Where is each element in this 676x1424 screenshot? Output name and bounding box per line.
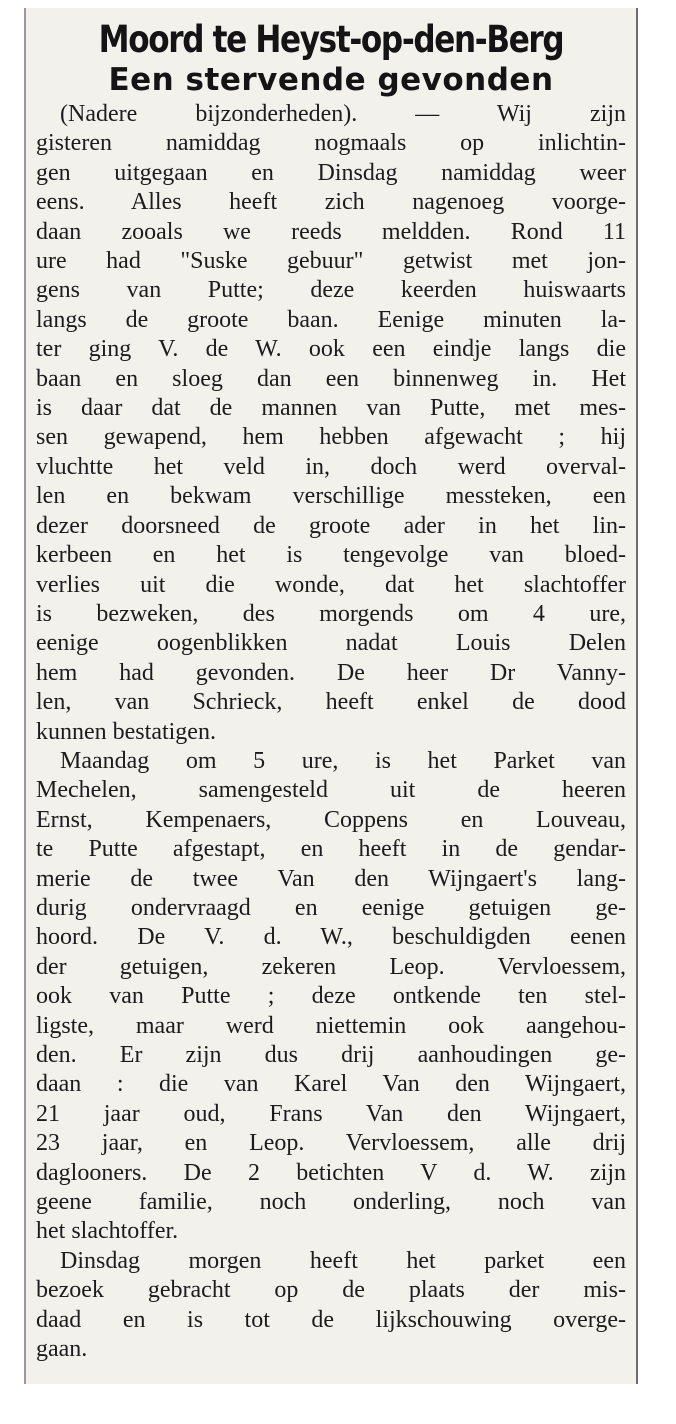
body-line: te Putte afgestapt, en heeft in de gendar- <box>36 836 626 863</box>
body-line: len, van Schrieck, heeft enkel de dood <box>36 689 626 716</box>
body-line: geene familie, noch onderling, noch van <box>36 1189 626 1216</box>
body-line: gisteren namiddag nogmaals op inlichtin- <box>36 130 626 157</box>
body-line: 23 jaar, en Leop. Vervloessem, alle drij <box>36 1130 626 1157</box>
body-line: (Nadere bijzonderheden). — Wij zijn <box>60 101 626 127</box>
body-line: langs de groote baan. Eenige minuten la- <box>36 306 626 333</box>
body-line: hem had gevonden. De heer Dr Vanny- <box>36 659 626 686</box>
body-line: ure had "Suske gebuur" getwist met jon- <box>36 248 626 275</box>
body-line: ter ging V. de W. ook een eindje langs die <box>36 336 626 363</box>
body-line: eenige oogenblikken nadat Louis Delen <box>36 630 626 657</box>
body-line: daad en is tot de lijkschouwing overge- <box>36 1306 626 1333</box>
body-line: gen uitgegaan en Dinsdag namiddag weer <box>36 159 626 186</box>
body-line: baan en sloeg dan een binnenweg in. Het <box>36 365 626 392</box>
body-line: gaan. <box>36 1336 88 1363</box>
body-line: daan zooals we reeds meldden. Rond 11 <box>36 218 626 245</box>
body-line: ligste, maar werd niettemin ook aangehou- <box>36 1012 626 1039</box>
body-line: gens van Putte; deze keerden huiswaarts <box>36 277 626 304</box>
body-line: dezer doorsneed de groote ader in het lin- <box>36 512 626 539</box>
body-line: der getuigen, zekeren Leop. Vervloessem, <box>36 953 626 980</box>
body-line: vluchtte het veld in, doch werd overval- <box>36 453 626 480</box>
body-line: bezoek gebracht op de plaats der mis- <box>36 1277 626 1304</box>
article-body <box>36 100 626 1364</box>
body-line: het slachtoffer. <box>36 1218 179 1245</box>
body-line: merie de twee Van den Wijngaert's lang- <box>36 865 626 892</box>
body-line: is daar dat de mannen van Putte, met mes- <box>36 395 626 422</box>
headline: Moord te Heyst-op-den-Berg <box>98 18 564 61</box>
body-line: sen gewapend, hem hebben afgewacht ; hij <box>36 424 626 451</box>
body-line: Dinsdag morgen heeft het parket een <box>60 1247 626 1274</box>
body-line: hoord. De V. d. W., beschuldigden eenen <box>36 924 626 951</box>
body-line: Maandag om 5 ure, is het Parket van <box>60 747 626 774</box>
body-line: durig ondervraagd en eenige getuigen ge- <box>36 894 626 921</box>
body-line: kerbeen en het is tengevolge van bloed- <box>36 542 626 569</box>
body-line: kunnen bestatigen. <box>36 718 216 745</box>
body-line: daan : die van Karel Van den Wijngaert, <box>36 1071 626 1098</box>
body-line: len en bekwam verschillige messteken, een <box>36 483 626 510</box>
body-line: den. Er zijn dus drij aanhoudingen ge- <box>36 1042 626 1068</box>
body-line: is bezweken, des morgends om 4 ure, <box>36 600 626 627</box>
body-line: ook van Putte ; deze ontkende ten stel- <box>36 983 626 1010</box>
newspaper-clipping <box>24 8 638 1384</box>
subheadline: Een stervende gevonden <box>108 62 554 98</box>
body-line: verlies uit die wonde, dat het slachtoffer <box>36 571 626 598</box>
body-line: Ernst, Kempenaers, Coppens en Louveau, <box>36 806 626 833</box>
body-line: 21 jaar oud, Frans Van den Wijngaert, <box>36 1100 626 1127</box>
body-line: eens. Alles heeft zich nagenoeg voorge- <box>36 189 626 216</box>
body-line: daglooners. De 2 betichten V d. W. zijn <box>36 1159 626 1186</box>
body-line: Mechelen, samengesteld uit de heeren <box>36 777 626 804</box>
